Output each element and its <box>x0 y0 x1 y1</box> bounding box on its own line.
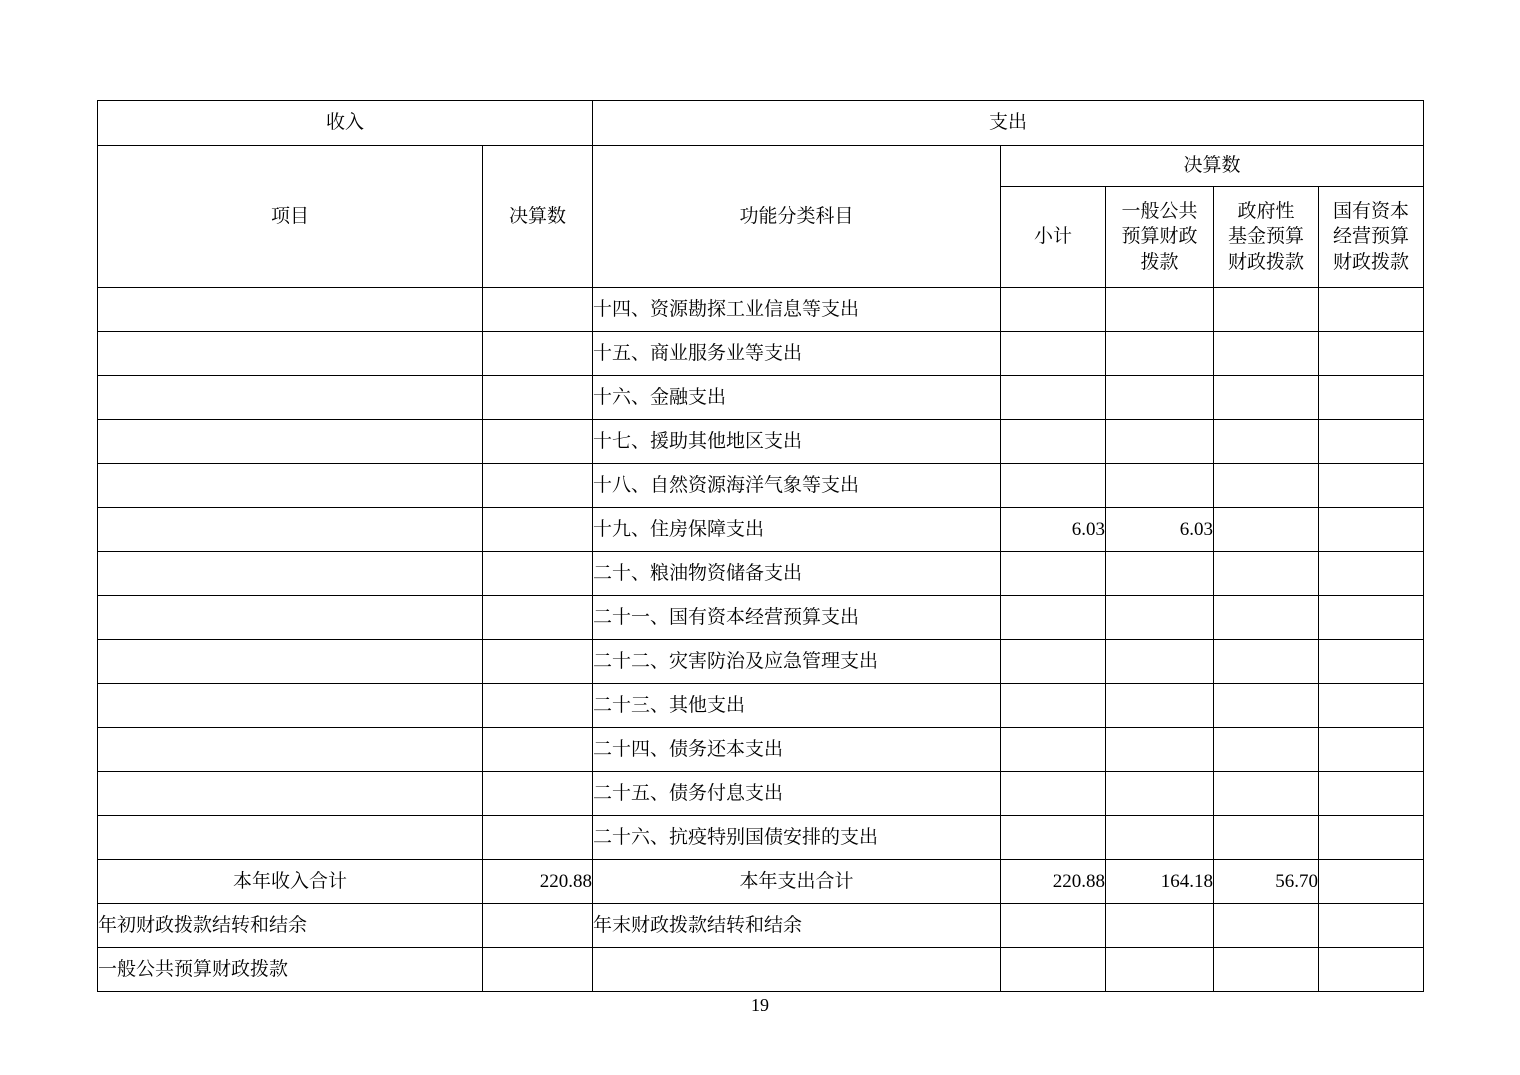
row-income-amount <box>483 816 593 860</box>
header-final-accounts-group: 决算数 <box>1001 146 1424 187</box>
row-general <box>1106 596 1214 640</box>
row-subtotal <box>1001 772 1106 816</box>
row-income-item <box>98 464 483 508</box>
budget-final-accounts-table <box>97 100 1424 992</box>
row-category: 十五、商业服务业等支出 <box>593 332 1001 376</box>
row-general: 6.03 <box>1106 508 1214 552</box>
row-subtotal <box>1001 332 1106 376</box>
header-general-line-2: 预算财政 <box>1121 226 1198 248</box>
row-fund <box>1214 552 1319 596</box>
row-capital <box>1319 508 1424 552</box>
row-subtotal <box>1001 640 1106 684</box>
table-row <box>98 728 1424 772</box>
row-subtotal <box>1001 376 1106 420</box>
header-income-item: 项目 <box>98 146 483 288</box>
row-category: 十六、金融支出 <box>593 376 1001 420</box>
row-income-item <box>98 288 483 332</box>
row-category: 二十、粮油物资储备支出 <box>593 552 1001 596</box>
table-row <box>98 376 1424 420</box>
total-income-amount: 220.88 <box>483 860 593 904</box>
row-capital <box>1319 464 1424 508</box>
row-income-item <box>98 728 483 772</box>
row-income-amount <box>483 464 593 508</box>
row-fund <box>1214 508 1319 552</box>
footer-general <box>1106 904 1214 948</box>
footer-subtotal <box>1001 904 1106 948</box>
table-row <box>98 508 1424 552</box>
table-row <box>98 816 1424 860</box>
header-fund-line-1: 政府性 <box>1237 200 1295 222</box>
row-income-amount <box>483 596 593 640</box>
row-income-amount <box>483 640 593 684</box>
header-capital-line-2: 经营预算 <box>1333 226 1410 248</box>
row-general <box>1106 464 1214 508</box>
row-category: 十七、援助其他地区支出 <box>593 420 1001 464</box>
table-row <box>98 684 1424 728</box>
row-general <box>1106 376 1214 420</box>
row-capital <box>1319 816 1424 860</box>
table-row <box>98 552 1424 596</box>
row-general <box>1106 640 1214 684</box>
row-category: 二十五、债务付息支出 <box>593 772 1001 816</box>
row-fund <box>1214 420 1319 464</box>
header-expenditure-title: 支出 <box>593 101 1424 146</box>
total-expenditure-label: 本年支出合计 <box>593 860 1001 904</box>
total-general: 164.18 <box>1106 860 1214 904</box>
row-category: 二十二、灾害防治及应急管理支出 <box>593 640 1001 684</box>
total-capital <box>1319 860 1424 904</box>
row-category: 二十一、国有资本经营预算支出 <box>593 596 1001 640</box>
row-subtotal <box>1001 552 1106 596</box>
header-general-line-1: 一般公共 <box>1121 200 1198 222</box>
row-general <box>1106 684 1214 728</box>
row-income-amount <box>483 332 593 376</box>
row-income-item <box>98 772 483 816</box>
header-capital-line-3: 财政拨款 <box>1333 251 1410 273</box>
row-capital <box>1319 596 1424 640</box>
row-capital <box>1319 552 1424 596</box>
row-income-amount <box>483 552 593 596</box>
row-general <box>1106 772 1214 816</box>
header-subtotal: 小计 <box>1001 187 1106 288</box>
footer-capital <box>1319 904 1424 948</box>
footer-category <box>593 948 1001 992</box>
footer-fund <box>1214 948 1319 992</box>
row-income-amount <box>483 772 593 816</box>
footer-category: 年末财政拨款结转和结余 <box>593 904 1001 948</box>
row-fund <box>1214 464 1319 508</box>
row-income-item <box>98 420 483 464</box>
row-capital <box>1319 332 1424 376</box>
total-fund: 56.70 <box>1214 860 1319 904</box>
row-income-item <box>98 684 483 728</box>
header-function-category: 功能分类科目 <box>593 146 1001 288</box>
row-general <box>1106 728 1214 772</box>
row-capital <box>1319 420 1424 464</box>
header-state-capital-budget <box>1319 187 1424 288</box>
table-row <box>98 420 1424 464</box>
table-header-row-group <box>98 146 1424 187</box>
header-fund-line-3: 财政拨款 <box>1228 251 1305 273</box>
row-income-item <box>98 376 483 420</box>
header-general-line-3: 拨款 <box>1140 251 1179 273</box>
footer-fund <box>1214 904 1319 948</box>
table-row <box>98 288 1424 332</box>
row-subtotal <box>1001 728 1106 772</box>
row-general <box>1106 288 1214 332</box>
row-fund <box>1214 640 1319 684</box>
row-income-item <box>98 816 483 860</box>
row-capital <box>1319 376 1424 420</box>
row-general <box>1106 552 1214 596</box>
row-fund <box>1214 376 1319 420</box>
row-capital <box>1319 728 1424 772</box>
row-income-item <box>98 596 483 640</box>
row-fund <box>1214 332 1319 376</box>
table-row <box>98 772 1424 816</box>
footer-income-amount <box>483 948 593 992</box>
row-subtotal <box>1001 816 1106 860</box>
row-category: 十八、自然资源海洋气象等支出 <box>593 464 1001 508</box>
page-number: 19 <box>751 995 769 1015</box>
row-category: 十四、资源勘探工业信息等支出 <box>593 288 1001 332</box>
row-income-item <box>98 508 483 552</box>
row-income-amount <box>483 508 593 552</box>
row-general <box>1106 816 1214 860</box>
row-capital <box>1319 288 1424 332</box>
row-category: 十九、住房保障支出 <box>593 508 1001 552</box>
footer-income-item: 一般公共预算财政拨款 <box>98 948 483 992</box>
row-income-item <box>98 332 483 376</box>
row-income-amount <box>483 288 593 332</box>
footer-capital <box>1319 948 1424 992</box>
header-gov-fund-budget <box>1214 187 1319 288</box>
table-row <box>98 332 1424 376</box>
row-fund <box>1214 288 1319 332</box>
row-fund <box>1214 596 1319 640</box>
footer-general <box>1106 948 1214 992</box>
table-footer-row <box>98 904 1424 948</box>
header-general-public-budget <box>1106 187 1214 288</box>
row-subtotal <box>1001 464 1106 508</box>
row-category: 二十三、其他支出 <box>593 684 1001 728</box>
row-fund <box>1214 728 1319 772</box>
footer-income-amount <box>483 904 593 948</box>
row-fund <box>1214 684 1319 728</box>
row-subtotal <box>1001 288 1106 332</box>
row-income-amount <box>483 376 593 420</box>
footer-subtotal <box>1001 948 1106 992</box>
row-income-item <box>98 640 483 684</box>
row-general <box>1106 420 1214 464</box>
row-fund <box>1214 772 1319 816</box>
row-category: 二十六、抗疫特别国债安排的支出 <box>593 816 1001 860</box>
row-capital <box>1319 684 1424 728</box>
row-income-item <box>98 552 483 596</box>
row-income-amount <box>483 684 593 728</box>
row-capital <box>1319 640 1424 684</box>
row-income-amount <box>483 420 593 464</box>
total-income-label: 本年收入合计 <box>98 860 483 904</box>
table-footer-row <box>98 948 1424 992</box>
row-subtotal <box>1001 596 1106 640</box>
table-row <box>98 464 1424 508</box>
row-capital <box>1319 772 1424 816</box>
row-general <box>1106 332 1214 376</box>
header-income-amount: 决算数 <box>483 146 593 288</box>
header-capital-line-1: 国有资本 <box>1333 200 1410 222</box>
row-subtotal <box>1001 684 1106 728</box>
footer-income-item: 年初财政拨款结转和结余 <box>98 904 483 948</box>
row-income-amount <box>483 728 593 772</box>
table-header-row-top <box>98 101 1424 146</box>
table-total-row <box>98 860 1424 904</box>
row-category: 二十四、债务还本支出 <box>593 728 1001 772</box>
row-subtotal: 6.03 <box>1001 508 1106 552</box>
header-fund-line-2: 基金预算 <box>1228 226 1305 248</box>
row-subtotal <box>1001 420 1106 464</box>
row-fund <box>1214 816 1319 860</box>
header-income-title: 收入 <box>98 101 593 146</box>
table-row <box>98 640 1424 684</box>
total-subtotal: 220.88 <box>1001 860 1106 904</box>
table-row <box>98 596 1424 640</box>
